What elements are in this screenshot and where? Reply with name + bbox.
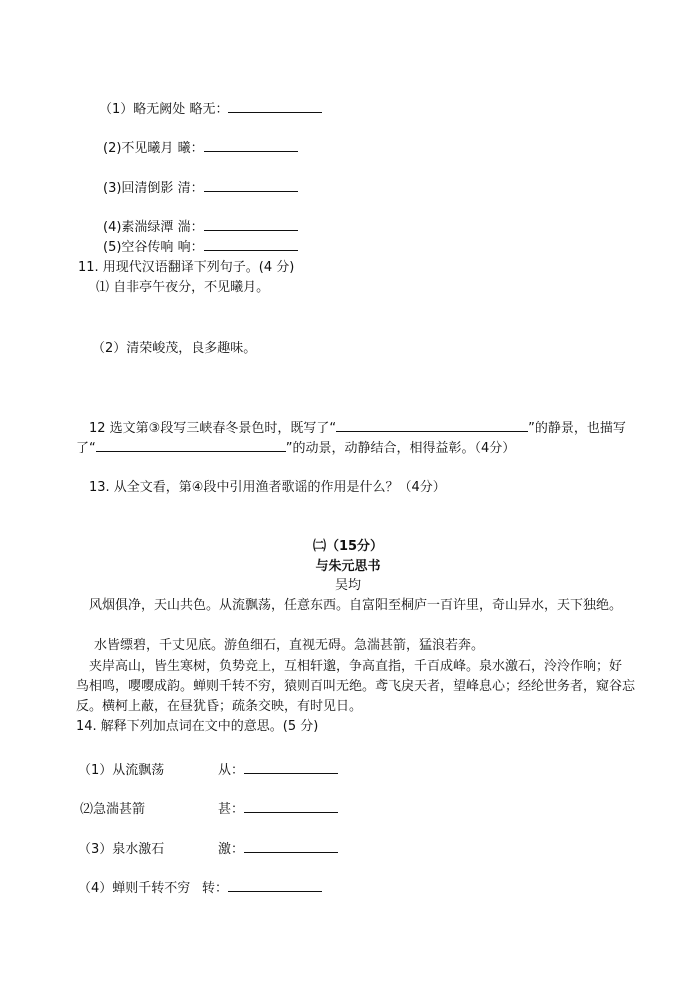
item-number: (5) xyxy=(103,240,122,255)
essay-paragraph-3-line-1: 夹岸高山，皆生寒树，负势竞上，互相轩邈，争高直指，千百成峰。泉水激石，泠泠作响；好 xyxy=(89,659,623,674)
answer-blank[interactable] xyxy=(228,879,322,892)
question-12-line-1 xyxy=(89,419,626,437)
q14-item-4 xyxy=(78,879,322,897)
item-target: 略无： xyxy=(189,102,229,117)
answer-blank[interactable] xyxy=(204,179,298,192)
item-phrase: 不见曦月 xyxy=(121,141,174,156)
item-phrase: 空谷传响 xyxy=(121,240,174,255)
question-14-title: 14. 解释下列加点词在文中的意思。(5 分) xyxy=(76,719,319,734)
vocab-item-5 xyxy=(103,238,298,256)
answer-blank[interactable] xyxy=(204,139,298,152)
q14-item-3 xyxy=(78,840,338,858)
essay-title: 与朱元思书 xyxy=(315,559,381,574)
question-12-text: ”的动景，动静结合，相得益彰。（4分） xyxy=(285,441,516,456)
essay-paragraph-2: 水皆缥碧，千丈见底。游鱼细石，直视无碍。急湍甚箭，猛浪若奔。 xyxy=(94,638,485,653)
answer-blank[interactable] xyxy=(228,100,322,113)
section-heading xyxy=(0,539,696,555)
item-target: 从： xyxy=(218,763,245,778)
answer-blank[interactable] xyxy=(244,840,338,853)
question-11-sentence-1: ⑴ 自非亭午夜分，不见曦月。 xyxy=(96,280,270,295)
essay-paragraph-3-line-2: 鸟相鸣，嘤嘤成韵。蝉则千转不穷，猿则百叫无绝。鸢飞戾天者，望峰息心；经纶世务者，窥谷忘 xyxy=(76,679,636,694)
item-phrase: （4）蝉则千转不穷 xyxy=(78,881,191,896)
answer-blank[interactable] xyxy=(204,218,298,231)
answer-blank[interactable] xyxy=(204,238,298,251)
item-target: 转： xyxy=(202,881,229,896)
q14-item-1 xyxy=(78,761,338,779)
item-target: 甚： xyxy=(218,802,245,817)
question-13: 13. 从全文看，第④段中引用渔者歌谣的作用是什么？（4分） xyxy=(89,480,446,495)
item-phrase: （1）从流飘荡 xyxy=(78,763,165,778)
vocab-item-1 xyxy=(99,100,322,118)
q14-item-2 xyxy=(80,800,338,818)
question-12-line-2 xyxy=(76,439,515,457)
vocab-item-4 xyxy=(103,218,298,236)
item-phrase: 回清倒影 xyxy=(121,181,174,196)
item-target: 曦： xyxy=(177,141,204,156)
item-target: 湍： xyxy=(177,220,204,235)
answer-blank[interactable] xyxy=(244,761,338,774)
item-target: 响： xyxy=(177,240,204,255)
section-number: ㈡ xyxy=(312,539,326,554)
item-target: 激： xyxy=(218,842,245,857)
section-score: （15分） xyxy=(325,539,384,554)
question-12-text: 了“ xyxy=(76,441,96,456)
item-phrase: 素湍绿潭 xyxy=(121,220,174,235)
question-11-title: 11. 用现代汉语翻译下列句子。(4 分) xyxy=(78,260,295,275)
vocab-item-3 xyxy=(103,179,298,197)
answer-blank[interactable] xyxy=(96,439,286,452)
question-11-sentence-2: （2）清荣峻茂，良多趣味。 xyxy=(92,341,257,356)
item-number: （1） xyxy=(99,102,134,117)
essay-author: 吴均 xyxy=(334,578,361,593)
item-number: (2) xyxy=(103,141,122,156)
item-number: (4) xyxy=(103,220,122,235)
question-12-text: 12 选文第③段写三峡春冬景色时，既写了“ xyxy=(89,421,337,436)
item-phrase: ⑵急湍甚箭 xyxy=(80,802,146,817)
essay-paragraph-1: 风烟俱净，天山共色。从流飘荡，任意东西。自富阳至桐庐一百许里，奇山异水，天下独绝。 xyxy=(89,598,623,613)
answer-blank[interactable] xyxy=(336,419,528,432)
item-phrase: （3）泉水激石 xyxy=(78,842,165,857)
item-phrase: 略无阙处 xyxy=(133,102,186,117)
item-number: (3) xyxy=(103,181,122,196)
essay-paragraph-3-line-3: 反。横柯上蔽，在昼犹昏；疏条交映，有时见日。 xyxy=(76,699,363,714)
vocab-item-2 xyxy=(103,139,298,157)
question-12-text: ”的静景，也描写 xyxy=(528,421,626,436)
item-target: 清： xyxy=(177,181,204,196)
answer-blank[interactable] xyxy=(244,800,338,813)
